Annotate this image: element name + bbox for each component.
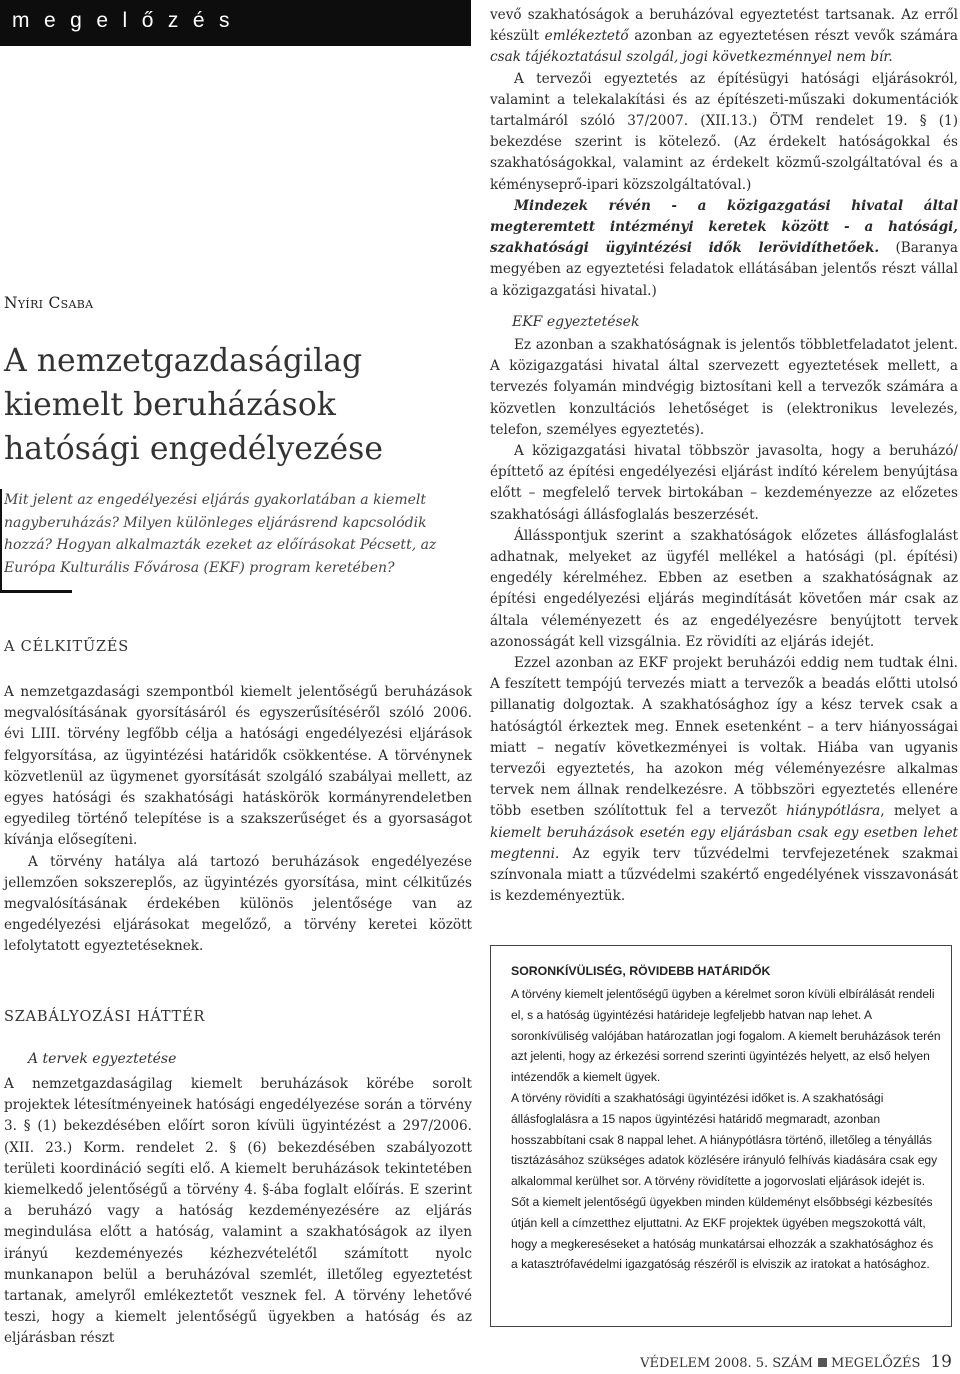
page-number: 19: [930, 1352, 952, 1372]
text-run-italic: kiemelt beruházások esetén egy eljárásban csak egy esetben lehet megtenni: [490, 824, 958, 862]
title-line: kiemelt beruházások: [4, 387, 336, 423]
paragraph: A közigazgatási hivatal többször javasolta, hogy a beruházó/ építtető az építési engedélyezési eljárást indító kérelem benyújtása előtt – megfelelő tervek birtokában – kezdeményezze az előzetes szakhatósági állásfoglalás beszerzését.: [490, 443, 958, 523]
paragraph-continued: [490, 5, 958, 69]
paragraph: A törvény rövidíti a szakhatósági ügyintézési időket is. A szakhatósági állásfoglalásra a 15 napos ügyintézési határidő megmaradt, azonban hosszabbítani csak 8 nappal lehet. A hiánypótlásra történő, illetőleg a tényállás tisztázásához szükséges adatok közlésére irányuló felhívás kiadására csak egy alkalommal kerülhet sor. A törvény rövidítette a jogorvoslati eljárások idejét is. Sőt a kiemelt jelentőségű ügyekben minden küldeményt elsőbbségi kézbesítés útján kell a címzetthez eljuttatni. Az EKF projektek ügyében megszokottá vált, hogy a megkereséseket a hatóság munkatársai elhozzák a szakhatósághoz és a katasztrófavédelmi igazgatóság részéről is elviszik az iratokat a hatósághoz.: [511, 1090, 938, 1272]
heading-celkituzes: A CÉLKITŰZÉS: [4, 639, 130, 655]
hatter-body-left: [4, 1074, 472, 1350]
paragraph: A nemzetgazdasági szempontból kiemelt jelentőségű beruházások megvalósításának gyorsításáról és egyszerűsítéséről szóló 2006. évi LIII. törvény legfőbb célja a hatósági engedélyezési eljárások felgyorsítása, az ügyintézési határidők csökkentése. A törvénynek közvetlenül az ügymenet gyorsítását szolgáló szabályai mellett, az egyes hatósági és szakhatósági hatáskörök kormányrendeletben egyedileg történő telepítése is a szakszerűséget és a gyorsaságot kívánja elősegíteni.: [4, 684, 472, 849]
article-lead: Mit jelent az engedélyezési eljárás gyakorlatában a kiemelt nagyberuházás? Milyen különleges eljárásrend kapcsolódik hozzá? Hogyan alkalmazták ezeket az előírásokat Pécsett, az Európa Kulturális Fővárosa (EKF) program keretében?: [4, 492, 437, 576]
text-run: azonban az egyeztetésen részt vevők számára: [628, 28, 958, 45]
paragraph: [490, 653, 958, 907]
text-run-bold-italic: Mindezek révén - a közigazgatási hivatal által megteremtett intézményi keretek között - a hatósági, szakhatósági ügyintézési idők lerövidíthetőek.: [490, 197, 958, 257]
title-line: hatósági engedélyezése: [4, 431, 383, 467]
lead-rule-horizontal: [0, 590, 72, 593]
text-run: vevő szakhatóságok a beruházóval egyeztetést tartsanak. Az erről készült: [490, 7, 958, 45]
text-run: Ezzel azonban az EKF projekt beruházói eddig nem tudtak élni. A feszített tempójú tervezés miatt a tervezők a beadás előtti utolsó pillanatig dolgoztak. A szakhatósághoz így a kész tervek csak a hatóságtól érkeztek meg. Ennek esetenként – a terv hiányosságai miatt – negatív következményei is voltak. Hiába van ugyanis tervezői egyeztetés, ha azokon még véleményezésre alkalmas tervek nem állnak rendelkezésre. A többszöri egyeztetés ellenére több esetben szólítottuk fel a tervezőt: [490, 655, 958, 820]
footer-section: MEGELŐZÉS: [830, 1356, 921, 1371]
sidebar-box-title: SORONKÍVÜLISÉG, RÖVIDEBB HATÁRIDŐK: [511, 964, 771, 978]
subheading-tervek-egyeztetese: A tervek egyeztetése: [28, 1051, 177, 1067]
section-banner: [0, 0, 471, 46]
celkituzes-body: [4, 682, 472, 958]
sidebar-box: [490, 945, 952, 1327]
text-run-italic: csak tájékoztatásul szolgál, jogi következménnyel nem bír.: [490, 49, 893, 66]
paragraph: Ez azonban a szakhatóságnak is jelentős többletfeladatot jelent. A közigazgatási hivatal által szervezett egyeztetések mellett, a tervezés folyamán mindvégig biztosítani kell a tervezők számára a közvetlen konzultációs lehetőséget is (elektronikus levelezés, telefon, személyes egyeztetés).: [490, 337, 958, 438]
text-run: . Az egyik terv tűzvédelmi tervfejezetének szakmai színvonala miatt a tűzvédelmi szakértő engedélyének visszavonását is kezdeményeztük.: [490, 845, 958, 905]
paragraph: A törvény kiemelt jelentőségű ügyben a kérelmet soron kívüli elbírálását rendeli el, s a hatóság ügyintézési határideje legfeljebb hatvan nap lehet. A soronkívüliség valójában határozatlan jogi fogalom. A kiemelt beruházások terén azt jelenti, hogy az érkezési sorrend szerinti ügyintézés helyett, az első helyen intézendők a kiemelt ügyek.: [511, 987, 941, 1085]
paragraph: Állásspontjuk szerint a szakhatóságok előzetes állásfoglalást adhatnak, melyeket az ügyfél mellékel a hatósági (pl. építési) engedély kérelméhez. Ebben az esetben a szakhatóságnak az építési engedélyezési eljárás megindítását követően már csak az általa véleményezett és az engedélyezésre benyújtott tervek azonosságát kell vizsgálnia. Ez rövidíti az eljárás idejét.: [490, 527, 958, 650]
ekf-body: [490, 335, 958, 907]
paragraph: A nemzetgazdaságilag kiemelt beruházások körébe sorolt projektek létesítményeinek hatósági engedélyezése során a törvény 3. § (1) bekezdésében előírt soron kívüli ügyintézést a 297/2006. (XII. 23.) Korm. rendelet 2. § (6) bekezdésében szabályozott területi koordináció segíti elő. A kiemelt beruházások tekintetében kiemelkedő jelentőségű a törvény 4. §-ába foglalt előírás. E szerint a beruházó vagy a hatóság kezdeményezésére az eljárás megindulása előtt a hatóság, valamint a szakhatóságok az ilyen irányú kezdeményezés kézhezvételétől számított nyolc munkanapon belül a beruházóval szemlét, illetőleg egyeztetést tartanak, amelyről emlékeztetőt vesznek fel. A törvény lehetővé teszi, hogy a kiemelt jelentőségű ügyekben a hatóság és az eljárásban részt: [4, 1076, 472, 1347]
subheading-ekf-egyeztetesek: EKF egyeztetések: [512, 314, 640, 330]
page-footer: [640, 1352, 952, 1372]
lead-rule-vertical: [0, 489, 2, 592]
sidebar-box-body: [511, 984, 941, 1275]
hatter-body-right: [490, 5, 958, 302]
text-run-italic: emlékeztető: [544, 28, 629, 45]
paragraph: [490, 196, 958, 302]
article-title: [4, 339, 469, 471]
footer-square-icon: [818, 1358, 827, 1367]
text-run-italic: hiánypótlásra: [786, 803, 881, 820]
text-run: , melyet a: [880, 803, 958, 820]
paragraph: A törvény hatálya alá tartozó beruházások engedélyezése jellemzően sokszereplős, az ügyintézés gyorsítása, mint célkitűzés megvalósításának érdekében különös jelentősége van az engedélyezési eljárásokat megelőző, a törvény keretei között lefolytatott egyeztetéseknek.: [4, 853, 472, 955]
title-line: A nemzetgazdaságilag: [4, 343, 363, 379]
author-name: Nyíri Csaba: [4, 294, 94, 312]
paragraph: A tervezői egyeztetés az építésügyi hatósági eljárásokról, valamint a telekalakítási és az építészeti-műszaki dokumentációk tartalmáról szóló 37/2007. (XII.13.) ÖTM rendelet 19. § (1) bekezdése szerint is kötelező. (Az érdekelt hatóságokkal és szakhatóságokkal, valamint az érdekelt közmű-szolgáltatóval és a kéményseprő-ipari közszolgáltatóval.): [490, 70, 958, 193]
section-banner-label: megelőzés: [12, 9, 245, 32]
text-run: (Baranya megyében az egyeztetési feladatok ellátásában jelentős részt vállal a közigazgatási hivatal.): [490, 240, 958, 299]
heading-szabalyozasi-hatter: SZABÁLYOZÁSI HÁTTÉR: [4, 1009, 206, 1025]
footer-issue: VÉDELEM 2008. 5. SZÁM: [640, 1356, 813, 1371]
